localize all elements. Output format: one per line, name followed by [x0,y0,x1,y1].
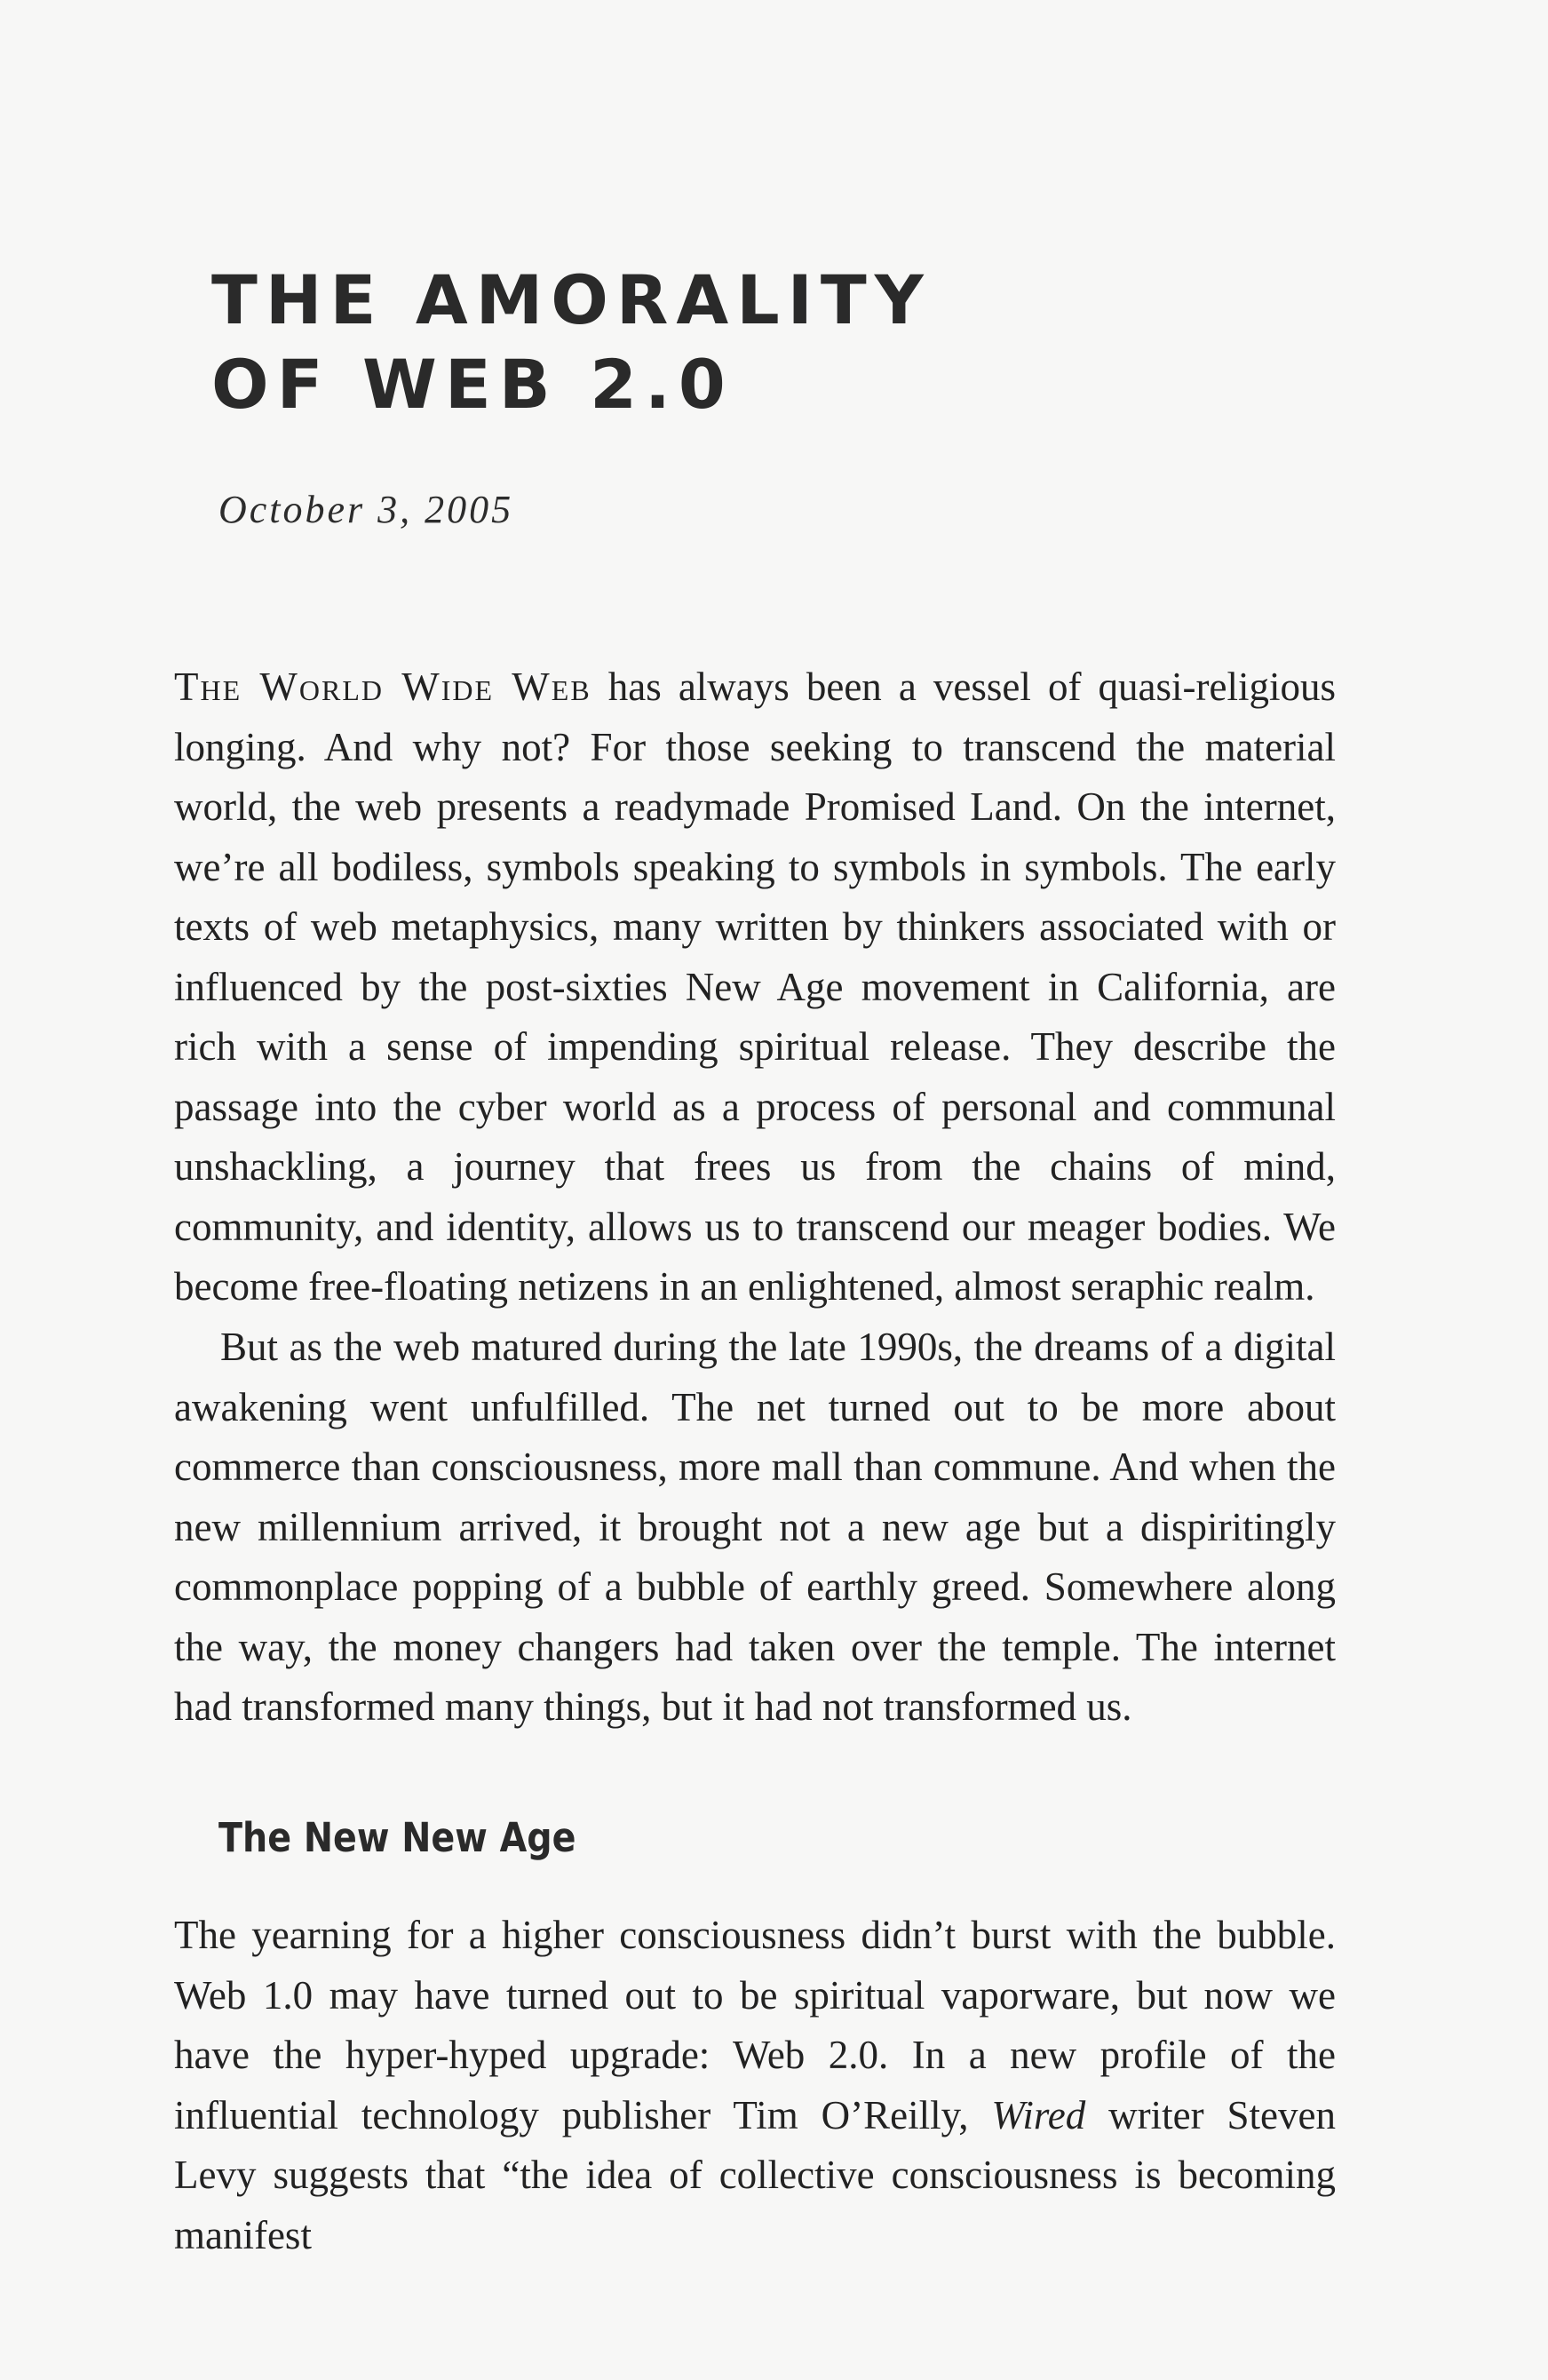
paragraph-1-text: has always been a vessel of quasi-religious longing. And why not? For those seeking to transcend the material world, the web presents a readymade Promised Land. On the internet, we’re all bodiless, symbols speaking to symbols in symbols. The early texts of web metaphysics, many written by thinkers associated with or influenced by the post-sixties New Age movement in California, are rich with a sense of impending spiritual release. They describe the passage into the cyber world as a process of personal and communal unshackling, a journey that frees us from the chains of mind, community, and identity, allows us to transcend our meager bodies. We become free-floating netizens in an enlightened, almost seraphic realm. [174,665,1336,1309]
section-heading: The New New Age [218,1814,576,1861]
chapter-title [211,258,1366,426]
chapter-title-line-2: OF WEB 2.0 [211,345,734,424]
chapter-date: October 3, 2005 [218,488,514,531]
chapter-title-line-1: THE AMORALITY [211,260,932,339]
paragraph-3-italic-title: Wired [991,2092,1086,2137]
paragraph-3-text-before: The yearning for a higher consciousness didn’t burst with the bubble. Web 1.0 may have turned out to be spiritual vaporware, but now we have the hyper-hyped upgrade: Web 2.0. In a new profile of the influential technology publisher Tim O’Reilly, [174,1913,1336,2137]
paragraph-1-lead-in: The World Wide Web [174,665,591,709]
paragraph-3-text-after: writer Steven Levy suggests that “the idea of collective consciousness is becoming manifest [174,2092,1337,2257]
paragraph-2 [174,1317,1336,1738]
paragraph-3 [174,1906,1336,2265]
paragraph-2-text: But as the web matured during the late 1990s, the dreams of a digital awakening went unfulfilled. The net turned out to be more about commerce than consciousness, more mall than commune. And when the new millennium arrived, it brought not a new age but a dispiritingly commonplace popping of a bubble of earthly greed. Somewhere along the way, the money changers had taken over the temple. The internet had transformed many things, but it had not transformed us. [174,1325,1336,1729]
paragraph-1 [174,657,1336,1317]
